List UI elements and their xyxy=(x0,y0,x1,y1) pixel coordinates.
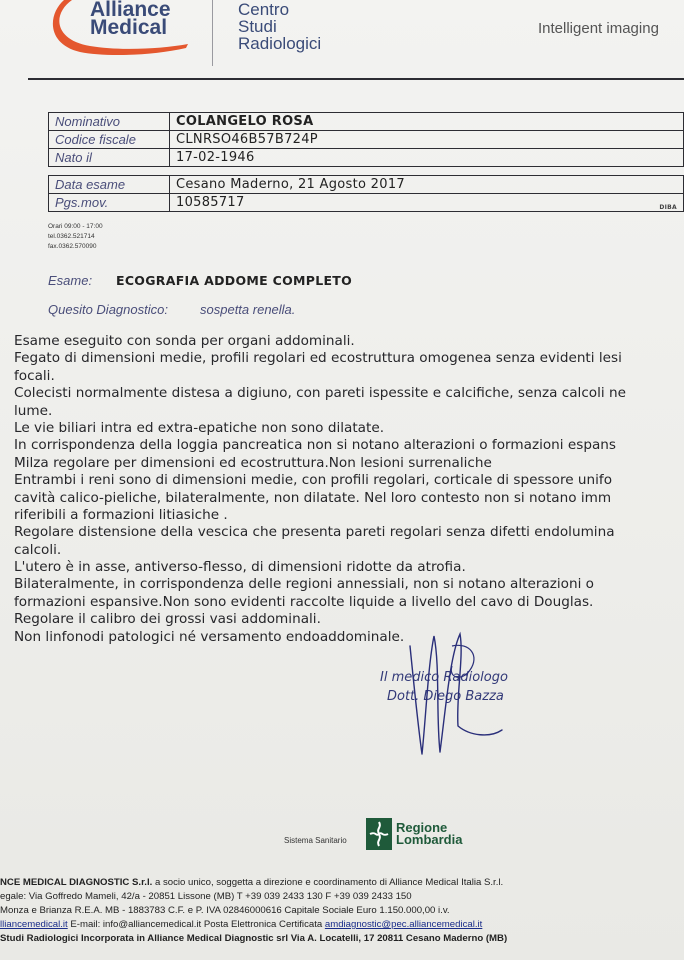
report-line: Milza regolare per dimensioni ed ecostruttura.Non lesioni surrenaliche xyxy=(14,454,492,471)
footer-email: E-mail: info@alliancemedical.it Posta Elettronica Certificata xyxy=(67,919,325,930)
brand-name-line1: Alliance xyxy=(90,0,171,21)
report-line: Non linfonodi patologici né versamento endoaddominale. xyxy=(14,628,405,645)
phone-number: tel.0362.521714 xyxy=(48,233,95,240)
exam-info-block xyxy=(48,175,684,211)
regione-label: Regione xyxy=(396,820,448,835)
patient-codice-fiscale: CLNRSO46B57B724P xyxy=(170,131,684,149)
footer-line-1 xyxy=(0,876,684,890)
website-link[interactable]: lliancemedical.it xyxy=(0,919,68,930)
esame-label: Esame: xyxy=(48,273,93,288)
patient-name: COLANGELO ROSA xyxy=(170,113,684,131)
patient-table xyxy=(48,112,684,167)
report-line: Fegato di dimensioni medie, profili regolari ed ecostruttura omogenea senza evidenti lesi xyxy=(14,350,622,367)
brand-name-line2: Medical xyxy=(90,16,168,39)
report-line: riferibili a formazioni litiasiche . xyxy=(14,506,228,523)
diba-code: DIBA xyxy=(659,204,677,211)
footer-line-2: egale: Via Goffredo Mameli, 42/a - 20851 Lissone (MB) T +39 039 2433 130 F +39 039 2433 150 xyxy=(0,891,412,902)
report-line: Le vie biliari intra ed extra-epatiche non sono dilatate. xyxy=(14,419,385,436)
table-row xyxy=(49,149,684,167)
report-line: Bilateralmente, in corrispondenza delle regioni annessiali, non si notano alterazioni o xyxy=(14,576,594,593)
exam-label-pgs: Pgs.mov. xyxy=(49,194,170,212)
centro-line-1: Centro xyxy=(238,0,290,19)
report-line: In corrispondenza della loggia pancreatica non si notano alterazioni o formazioni espans xyxy=(14,437,616,454)
exam-pgs-mov xyxy=(170,194,684,212)
lombardia-label: Lombardia xyxy=(396,832,463,847)
centro-line-2: Studi xyxy=(238,17,277,36)
report-line: Entrambi i reni sono di dimensioni medie, con profili regolari, corticale di spessore unifo xyxy=(14,472,613,489)
opening-hours: Orari 09:00 - 17:00 xyxy=(48,223,103,230)
footer-line-3: Monza e Brianza R.E.A. MB - 1883783 C.F. e P. IVA 02846000616 Capitale Sociale Euro 1.150.000,00 i.v. xyxy=(0,905,450,916)
report-body xyxy=(14,333,684,646)
report-line: formazioni espansive.Non sono evidenti raccolte liquide a livello del cavo di Douglas. xyxy=(14,593,594,610)
regione-lombardia-icon xyxy=(366,818,392,850)
table-row xyxy=(49,176,684,194)
signature-title: Il medico Radiologo xyxy=(380,670,508,685)
report-line: Esame eseguito con sonda per organi addominali. xyxy=(14,333,355,349)
exam-info-table xyxy=(48,175,684,212)
table-row xyxy=(49,131,684,149)
exam-label-data: Data esame xyxy=(49,176,170,194)
quesito-label: Quesito Diagnostico: xyxy=(48,302,168,317)
report-line: focali. xyxy=(14,367,55,384)
contact-info xyxy=(48,222,103,252)
table-row xyxy=(49,194,684,212)
company-footer xyxy=(0,876,684,946)
report-line: Regolare distensione della vescica che presenta pareti regolari senza difetti endolumina xyxy=(14,524,615,541)
report-line: lume. xyxy=(14,402,53,419)
exam-pgs-value: 10585717 xyxy=(176,194,245,210)
footer-line-5: Studi Radiologici Incorporata in Alliance Medical Diagnostic srl Via A. Locatelli, 17 20811 Cesano Maderno (MB) xyxy=(0,933,508,944)
patient-label-nominativo: Nominativo xyxy=(49,113,170,131)
report-line: Regolare il calibro dei grossi vasi addominali. xyxy=(14,611,321,628)
header-rule xyxy=(28,78,684,80)
footer-company: NCE MEDICAL DIAGNOSTIC S.r.l. xyxy=(0,877,153,888)
patient-label-codice-fiscale: Codice fiscale xyxy=(49,131,170,149)
table-row xyxy=(49,113,684,131)
report-line: cavità calico-pieliche, bilateralmente, non dilatate. Nel loro contesto non si notano imm xyxy=(14,489,612,506)
report-line: L'utero è in asse, antiverso-flesso, di dimensioni ridotte da atrofia. xyxy=(14,559,466,576)
exam-date: Cesano Maderno, 21 Agosto 2017 xyxy=(170,176,684,194)
tagline: Intelligent imaging xyxy=(538,20,659,37)
centro-line-3: Radiologici xyxy=(238,34,322,53)
fax-number: fax.0362.570090 xyxy=(48,243,97,250)
header-divider xyxy=(212,0,213,66)
footer-line-4 xyxy=(0,918,684,932)
report-line: Colecisti normalmente distesa a digiuno, con pareti ispessite e calcifiche, senza calcoli ne xyxy=(14,385,626,402)
esame-value: ECOGRAFIA ADDOME COMPLETO xyxy=(116,273,353,288)
quesito-value: sospetta renella. xyxy=(200,302,296,317)
handwritten-signature xyxy=(400,626,510,756)
footer-company-note: a socio unico, soggetta a direzione e coordinamento di Alliance Medical Italia S.r.l. xyxy=(152,877,504,888)
patient-birthdate: 17-02-1946 xyxy=(170,149,684,167)
patient-label-nato-il: Nato il xyxy=(49,149,170,167)
report-line: calcoli. xyxy=(14,541,62,558)
signature-name: Dott. Diego Bazza xyxy=(387,689,504,704)
pec-email-link[interactable]: amdiagnostic@pec.alliancemedical.it xyxy=(324,919,483,930)
sistema-sanitario-label: Sistema Sanitario xyxy=(284,836,347,845)
